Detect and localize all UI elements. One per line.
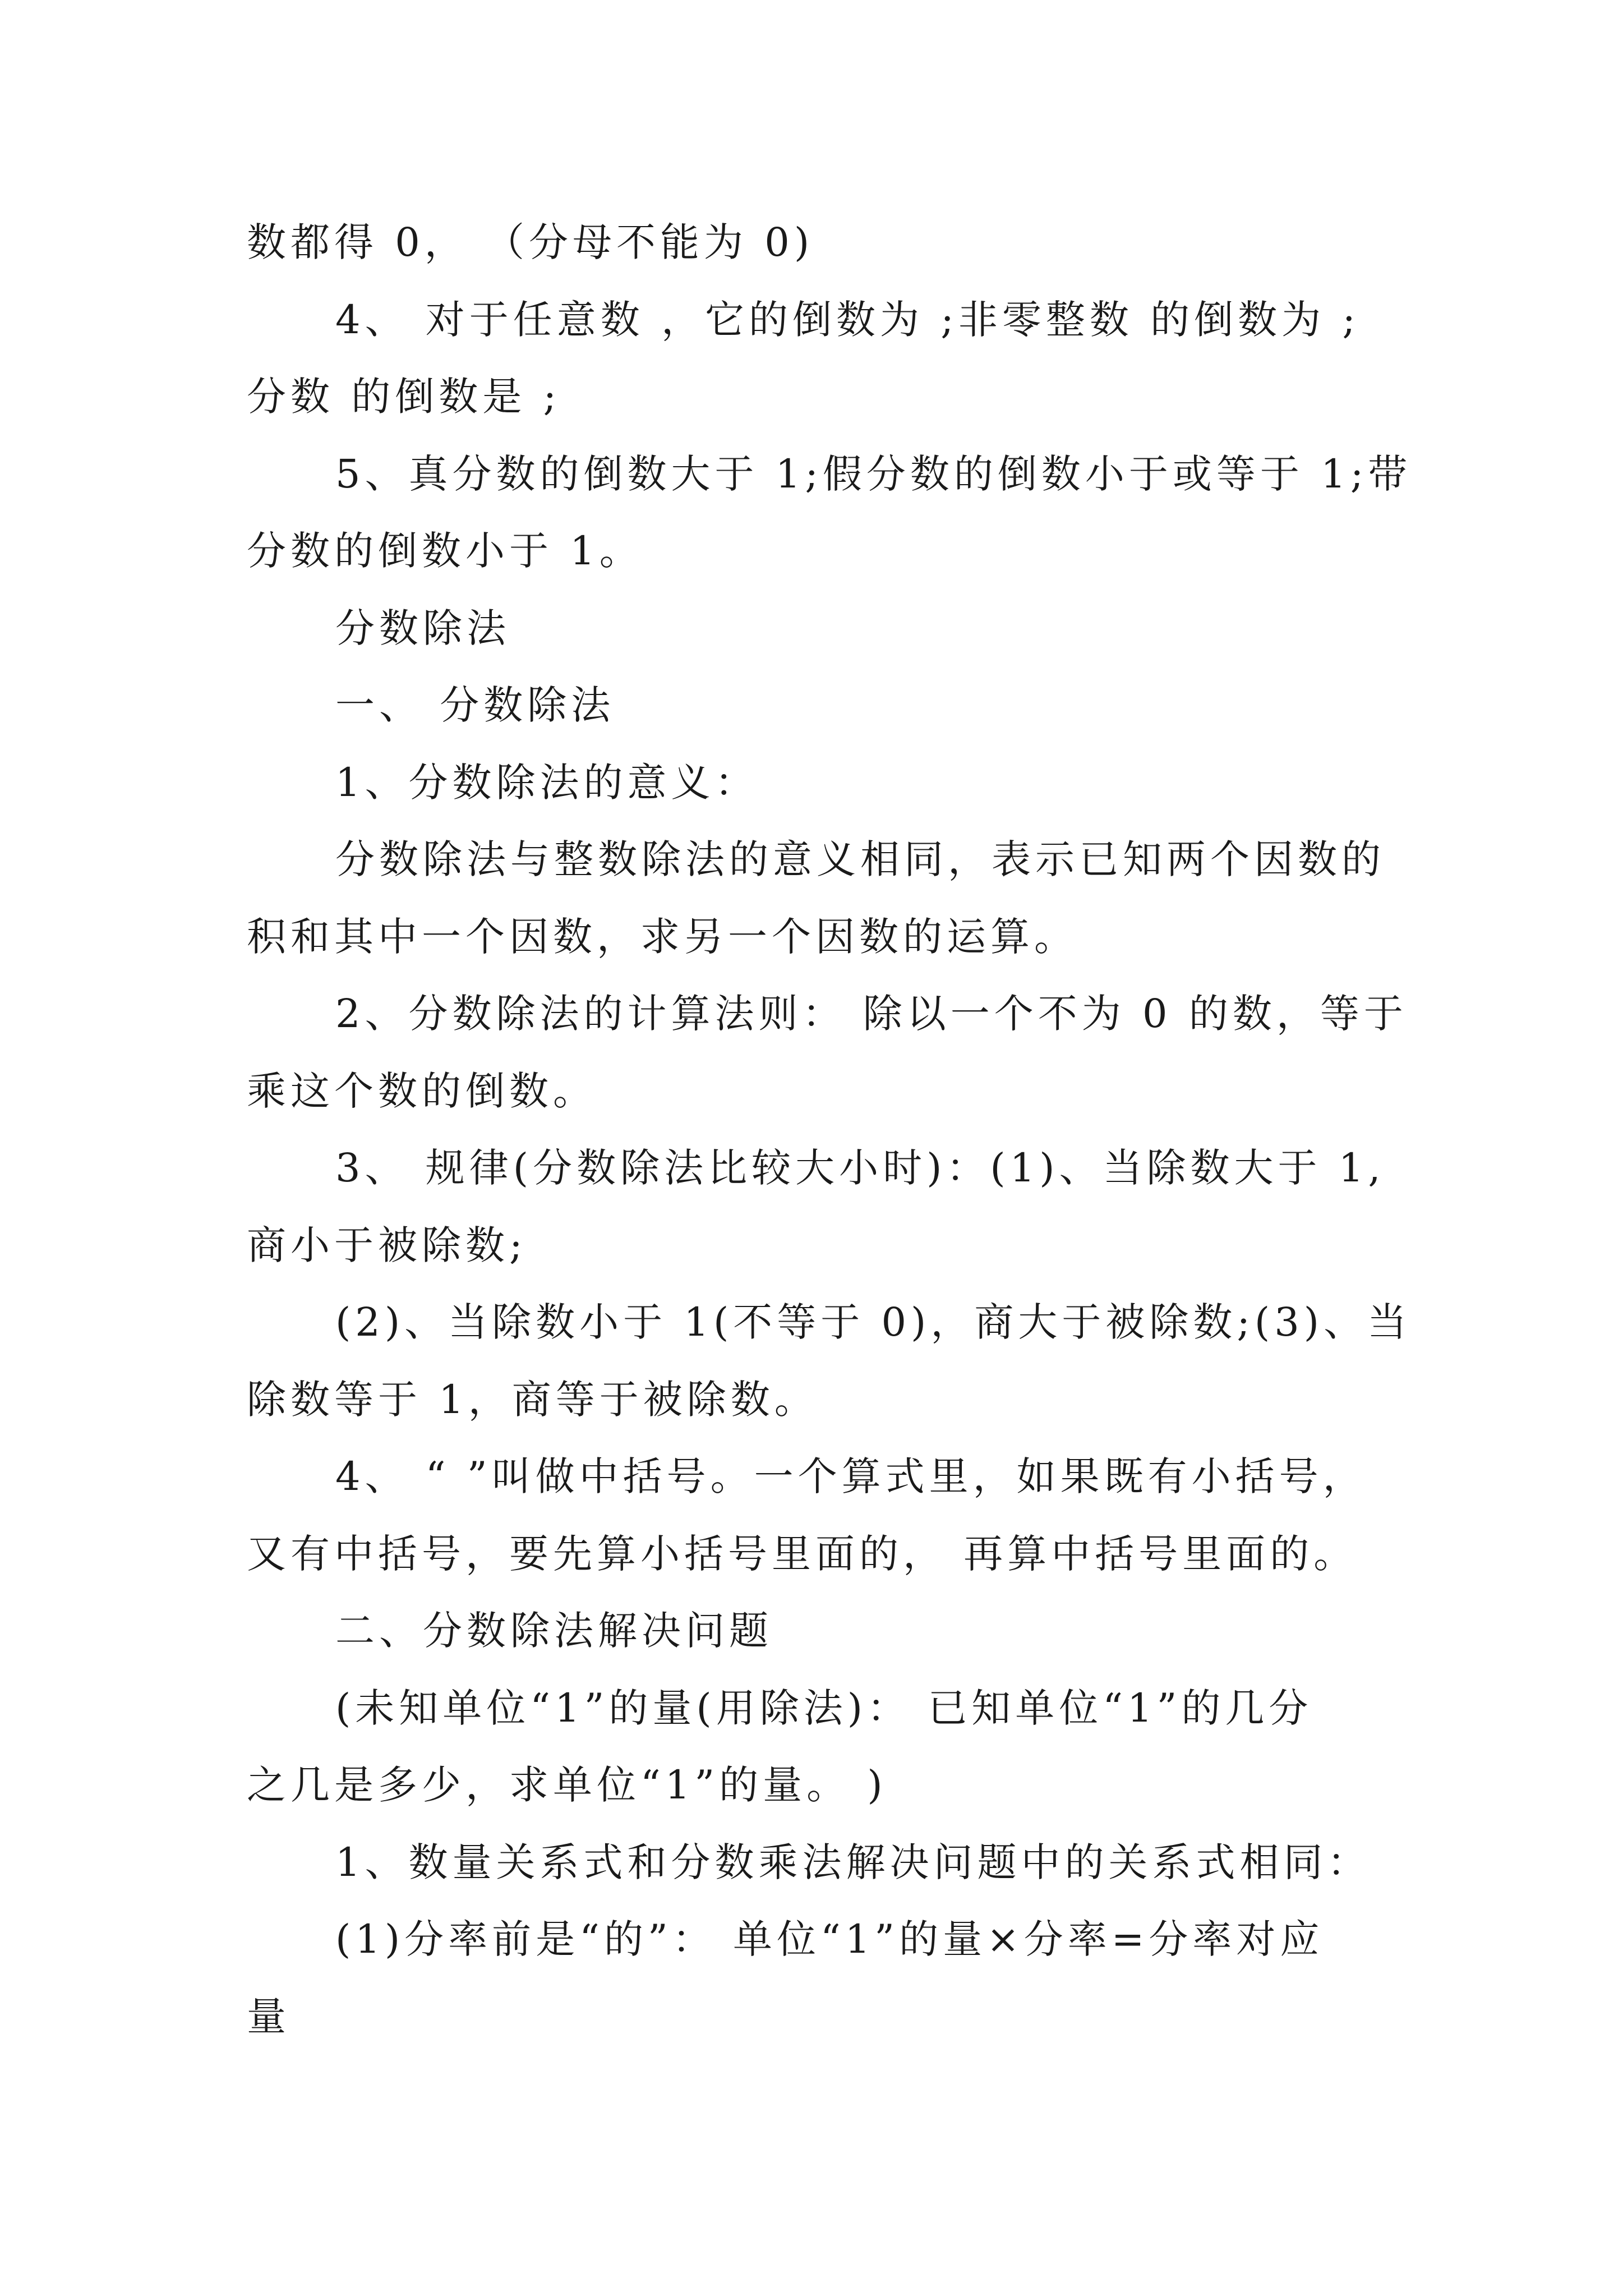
text-line-2: 4、 对于任意数 ，它的倒数为 ;非零整数 的倒数为 ; xyxy=(335,297,1360,343)
text-line-23: (1)分率前是“的”： 单位“1”的量×分率=分率对应 xyxy=(335,1916,1324,1962)
text-line-5: 分数的倒数小于 1。 xyxy=(247,528,643,574)
text-line-10: 积和其中一个因数，求另一个因数的运算。 xyxy=(247,914,1078,960)
subheading-part-one: 一、 分数除法 xyxy=(335,682,615,728)
text-line-21: 之几是多少，求单位“1”的量。 ) xyxy=(247,1762,887,1808)
subheading-part-two: 二、分数除法解决问题 xyxy=(335,1608,773,1654)
section-heading-fraction-division: 分数除法 xyxy=(335,605,510,651)
text-line-15: (2)、当除数小于 1(不等于 0)，商大于被除数;(3)、当 xyxy=(335,1299,1412,1345)
text-line-8: 1、分数除法的意义： xyxy=(335,760,759,806)
text-line-3: 分数 的倒数是 ; xyxy=(247,374,561,420)
text-line-14: 商小于被除数; xyxy=(247,1222,527,1268)
text-line-9: 分数除法与整数除法的意义相同，表示已知两个因数的 xyxy=(335,836,1385,882)
text-line-16: 除数等于 1，商等于被除数。 xyxy=(247,1377,818,1423)
text-line-13: 3、 规律(分数除法比较大小时)：(1)、当除数大于 1, xyxy=(335,1145,1385,1191)
text-line-24: 量 xyxy=(247,1994,291,2040)
text-line-1: 数都得 0， （分母不能为 0) xyxy=(247,219,814,265)
text-line-11: 2、分数除法的计算法则： 除以一个不为 0 的数，等于 xyxy=(335,991,1408,1037)
text-line-18: 又有中括号，要先算小括号里面的， 再算中括号里面的。 xyxy=(247,1531,1358,1577)
text-line-17: 4、 “ ”叫做中括号。一个算式里，如果既有小括号， xyxy=(335,1453,1367,1499)
text-line-22: 1、数量关系式和分数乘法解决问题中的关系式相同： xyxy=(335,1839,1371,1885)
text-line-12: 乘这个数的倒数。 xyxy=(247,1068,597,1114)
text-line-20: (未知单位“1”的量(用除法)： 已知单位“1”的几分 xyxy=(335,1685,1313,1731)
text-line-4: 5、真分数的倒数大于 1;假分数的倒数小于或等于 1;带 xyxy=(335,451,1412,497)
